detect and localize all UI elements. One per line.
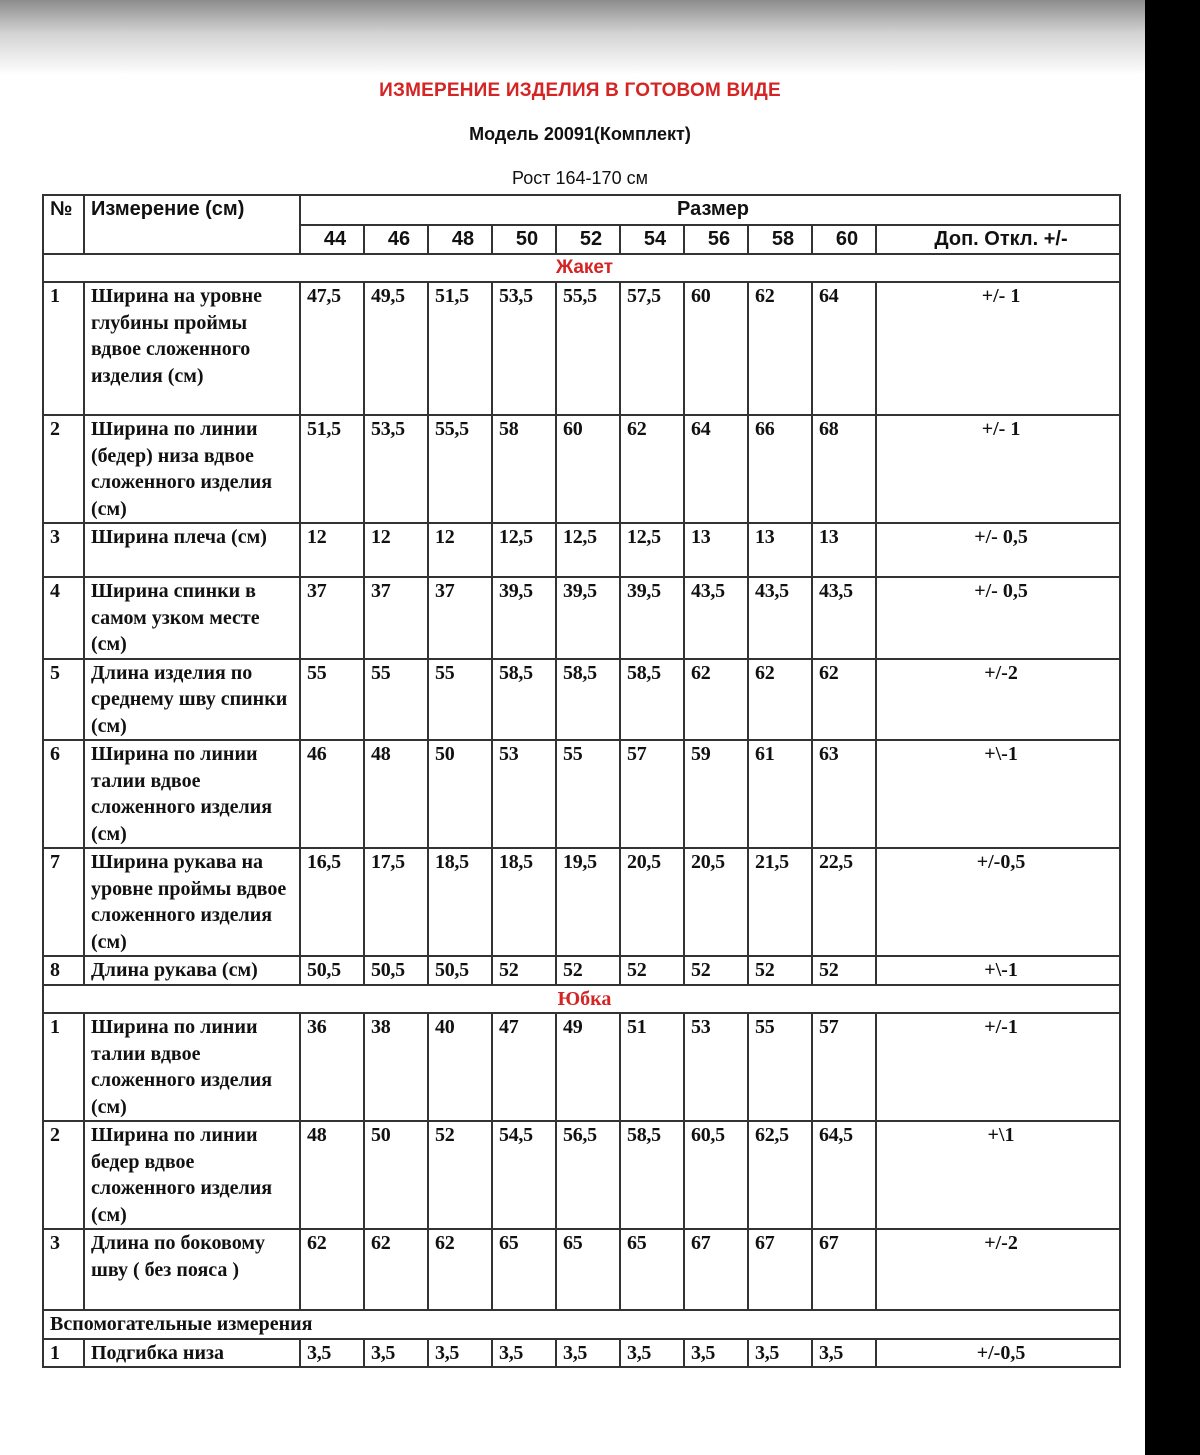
row-number: 2 bbox=[43, 1121, 84, 1229]
row-tolerance: +/- 0,5 bbox=[876, 523, 1120, 577]
row-value-size-52: 58,5 bbox=[556, 659, 620, 741]
row-value-size-60: 52 bbox=[812, 956, 876, 985]
row-value-size-44: 37 bbox=[300, 577, 364, 659]
row-value-size-44: 46 bbox=[300, 740, 364, 848]
row-value-size-52: 12,5 bbox=[556, 523, 620, 577]
row-value-size-46: 62 bbox=[364, 1229, 428, 1310]
row-value-size-52: 55,5 bbox=[556, 282, 620, 415]
row-value-size-44: 36 bbox=[300, 1013, 364, 1121]
row-value-size-54: 52 bbox=[620, 956, 684, 985]
row-value-size-44: 50,5 bbox=[300, 956, 364, 985]
row-tolerance: +/-2 bbox=[876, 659, 1120, 741]
row-measurement-name: Ширина спинки в самом узком месте (см) bbox=[84, 577, 300, 659]
row-value-size-50: 58,5 bbox=[492, 659, 556, 741]
row-value-size-46: 37 bbox=[364, 577, 428, 659]
row-number: 7 bbox=[43, 848, 84, 956]
header-size-54: 54 bbox=[620, 225, 684, 254]
row-value-size-54: 51 bbox=[620, 1013, 684, 1121]
row-value-size-58: 66 bbox=[748, 415, 812, 523]
row-value-size-50: 53,5 bbox=[492, 282, 556, 415]
row-value-size-58: 62,5 bbox=[748, 1121, 812, 1229]
row-number: 1 bbox=[43, 1013, 84, 1121]
header-size-52: 52 bbox=[556, 225, 620, 254]
row-value-size-52: 19,5 bbox=[556, 848, 620, 956]
row-tolerance: +/-0,5 bbox=[876, 1339, 1120, 1368]
section-title: Юбка bbox=[43, 985, 1120, 1014]
table-row bbox=[43, 282, 1120, 415]
row-value-size-52: 3,5 bbox=[556, 1339, 620, 1368]
row-value-size-60: 22,5 bbox=[812, 848, 876, 956]
row-number: 4 bbox=[43, 577, 84, 659]
row-value-size-60: 64 bbox=[812, 282, 876, 415]
row-value-size-48: 55,5 bbox=[428, 415, 492, 523]
height-label: Рост 164-170 см bbox=[512, 168, 648, 188]
row-value-size-48: 12 bbox=[428, 523, 492, 577]
row-value-size-50: 47 bbox=[492, 1013, 556, 1121]
row-value-size-52: 65 bbox=[556, 1229, 620, 1310]
row-value-size-54: 3,5 bbox=[620, 1339, 684, 1368]
section-title: Жакет bbox=[43, 254, 1120, 283]
row-value-size-56: 64 bbox=[684, 415, 748, 523]
row-value-size-56: 20,5 bbox=[684, 848, 748, 956]
row-value-size-44: 12 bbox=[300, 523, 364, 577]
row-number: 6 bbox=[43, 740, 84, 848]
header-size-58: 58 bbox=[748, 225, 812, 254]
row-value-size-50: 58 bbox=[492, 415, 556, 523]
row-value-size-50: 52 bbox=[492, 956, 556, 985]
row-value-size-60: 68 bbox=[812, 415, 876, 523]
row-number: 3 bbox=[43, 1229, 84, 1310]
row-value-size-56: 3,5 bbox=[684, 1339, 748, 1368]
row-value-size-52: 49 bbox=[556, 1013, 620, 1121]
row-measurement-name: Подгибка низа bbox=[84, 1339, 300, 1368]
row-value-size-60: 3,5 bbox=[812, 1339, 876, 1368]
row-value-size-48: 52 bbox=[428, 1121, 492, 1229]
table-row bbox=[43, 523, 1120, 577]
row-value-size-54: 57 bbox=[620, 740, 684, 848]
table-row bbox=[43, 1339, 1120, 1368]
header-size-50: 50 bbox=[492, 225, 556, 254]
row-value-size-58: 13 bbox=[748, 523, 812, 577]
row-measurement-name: Ширина на уровне глубины проймы вдвое сложенного изделия (см) bbox=[84, 282, 300, 415]
row-value-size-44: 47,5 bbox=[300, 282, 364, 415]
row-tolerance: +/-1 bbox=[876, 1013, 1120, 1121]
row-tolerance: +/- 0,5 bbox=[876, 577, 1120, 659]
header-size-44: 44 bbox=[300, 225, 364, 254]
row-measurement-name: Ширина плеча (см) bbox=[84, 523, 300, 577]
table-row bbox=[43, 848, 1120, 956]
table-row bbox=[43, 1013, 1120, 1121]
header-tolerance: Доп. Откл. +/- bbox=[876, 225, 1120, 254]
model-label: Модель 20091(Комплект) bbox=[469, 124, 691, 144]
row-tolerance: +/-2 bbox=[876, 1229, 1120, 1310]
row-value-size-50: 3,5 bbox=[492, 1339, 556, 1368]
row-value-size-54: 58,5 bbox=[620, 659, 684, 741]
table-row bbox=[43, 415, 1120, 523]
row-measurement-name: Длина рукава (см) bbox=[84, 956, 300, 985]
row-value-size-56: 67 bbox=[684, 1229, 748, 1310]
row-value-size-56: 60 bbox=[684, 282, 748, 415]
row-value-size-44: 3,5 bbox=[300, 1339, 364, 1368]
row-value-size-50: 18,5 bbox=[492, 848, 556, 956]
row-measurement-name: Длина изделия по среднему шву спинки (см) bbox=[84, 659, 300, 741]
row-value-size-58: 55 bbox=[748, 1013, 812, 1121]
row-value-size-44: 16,5 bbox=[300, 848, 364, 956]
table-row bbox=[43, 659, 1120, 741]
row-value-size-52: 52 bbox=[556, 956, 620, 985]
row-value-size-60: 43,5 bbox=[812, 577, 876, 659]
row-value-size-48: 55 bbox=[428, 659, 492, 741]
row-value-size-60: 13 bbox=[812, 523, 876, 577]
measurement-table bbox=[42, 194, 1121, 1368]
row-value-size-46: 53,5 bbox=[364, 415, 428, 523]
row-tolerance: +\-1 bbox=[876, 740, 1120, 848]
row-value-size-56: 52 bbox=[684, 956, 748, 985]
row-value-size-58: 62 bbox=[748, 659, 812, 741]
row-value-size-60: 63 bbox=[812, 740, 876, 848]
row-value-size-60: 57 bbox=[812, 1013, 876, 1121]
row-value-size-58: 67 bbox=[748, 1229, 812, 1310]
row-measurement-name: Ширина по линии бедер вдвое сложенного изделия (см) bbox=[84, 1121, 300, 1229]
row-measurement-name: Длина по боковому шву ( без пояса ) bbox=[84, 1229, 300, 1310]
row-value-size-52: 60 bbox=[556, 415, 620, 523]
row-value-size-54: 62 bbox=[620, 415, 684, 523]
row-number: 5 bbox=[43, 659, 84, 741]
auxiliary-section-row bbox=[43, 1310, 1120, 1339]
row-value-size-50: 12,5 bbox=[492, 523, 556, 577]
row-value-size-56: 62 bbox=[684, 659, 748, 741]
row-value-size-54: 57,5 bbox=[620, 282, 684, 415]
row-value-size-52: 56,5 bbox=[556, 1121, 620, 1229]
row-value-size-46: 38 bbox=[364, 1013, 428, 1121]
row-value-size-56: 59 bbox=[684, 740, 748, 848]
row-number: 8 bbox=[43, 956, 84, 985]
row-value-size-46: 3,5 bbox=[364, 1339, 428, 1368]
row-tolerance: +/-0,5 bbox=[876, 848, 1120, 956]
header-size-56: 56 bbox=[684, 225, 748, 254]
row-value-size-54: 12,5 bbox=[620, 523, 684, 577]
row-value-size-58: 52 bbox=[748, 956, 812, 985]
row-value-size-60: 64,5 bbox=[812, 1121, 876, 1229]
right-black-bar bbox=[1145, 0, 1200, 1455]
row-value-size-60: 62 bbox=[812, 659, 876, 741]
row-value-size-60: 67 bbox=[812, 1229, 876, 1310]
row-value-size-48: 50 bbox=[428, 740, 492, 848]
row-measurement-name: Ширина рукава на уровне проймы вдвое сложенного изделия (см) bbox=[84, 848, 300, 956]
row-value-size-48: 62 bbox=[428, 1229, 492, 1310]
row-value-size-54: 58,5 bbox=[620, 1121, 684, 1229]
row-value-size-54: 20,5 bbox=[620, 848, 684, 956]
row-value-size-56: 43,5 bbox=[684, 577, 748, 659]
row-tolerance: +\-1 bbox=[876, 956, 1120, 985]
row-value-size-48: 37 bbox=[428, 577, 492, 659]
row-value-size-54: 39,5 bbox=[620, 577, 684, 659]
row-value-size-46: 50,5 bbox=[364, 956, 428, 985]
row-value-size-50: 53 bbox=[492, 740, 556, 848]
header-size-46: 46 bbox=[364, 225, 428, 254]
row-value-size-48: 3,5 bbox=[428, 1339, 492, 1368]
table-row bbox=[43, 1229, 1120, 1310]
row-value-size-58: 61 bbox=[748, 740, 812, 848]
header-size-group: Размер bbox=[300, 195, 1120, 225]
row-value-size-48: 40 bbox=[428, 1013, 492, 1121]
row-tolerance: +/- 1 bbox=[876, 415, 1120, 523]
row-value-size-50: 39,5 bbox=[492, 577, 556, 659]
top-shadow bbox=[0, 0, 1200, 75]
auxiliary-title: Вспомогательные измерения bbox=[43, 1310, 1120, 1339]
row-value-size-52: 55 bbox=[556, 740, 620, 848]
table-row bbox=[43, 740, 1120, 848]
row-number: 1 bbox=[43, 282, 84, 415]
row-number: 1 bbox=[43, 1339, 84, 1368]
row-value-size-46: 50 bbox=[364, 1121, 428, 1229]
row-value-size-58: 43,5 bbox=[748, 577, 812, 659]
row-measurement-name: Ширина по линии (бедер) низа вдвое сложенного изделия (см) bbox=[84, 415, 300, 523]
row-value-size-46: 55 bbox=[364, 659, 428, 741]
row-value-size-50: 54,5 bbox=[492, 1121, 556, 1229]
table-row bbox=[43, 1121, 1120, 1229]
row-value-size-46: 48 bbox=[364, 740, 428, 848]
row-value-size-44: 62 bbox=[300, 1229, 364, 1310]
section-row bbox=[43, 254, 1120, 283]
row-value-size-44: 51,5 bbox=[300, 415, 364, 523]
row-value-size-48: 50,5 bbox=[428, 956, 492, 985]
row-value-size-46: 12 bbox=[364, 523, 428, 577]
row-value-size-48: 18,5 bbox=[428, 848, 492, 956]
row-value-size-58: 62 bbox=[748, 282, 812, 415]
table-row bbox=[43, 577, 1120, 659]
row-value-size-56: 60,5 bbox=[684, 1121, 748, 1229]
row-measurement-name: Ширина по линии талии вдвое сложенного изделия (см) bbox=[84, 1013, 300, 1121]
row-value-size-48: 51,5 bbox=[428, 282, 492, 415]
row-number: 3 bbox=[43, 523, 84, 577]
row-value-size-46: 49,5 bbox=[364, 282, 428, 415]
row-value-size-50: 65 bbox=[492, 1229, 556, 1310]
row-measurement-name: Ширина по линии талии вдвое сложенного изделия (см) bbox=[84, 740, 300, 848]
header-size-60: 60 bbox=[812, 225, 876, 254]
document-title: ИЗМЕРЕНИЕ ИЗДЕЛИЯ В ГОТОВОМ ВИДЕ bbox=[379, 80, 781, 101]
row-value-size-56: 13 bbox=[684, 523, 748, 577]
row-tolerance: +/- 1 bbox=[876, 282, 1120, 415]
header-measurement: Измерение (см) bbox=[84, 195, 300, 254]
header-size-48: 48 bbox=[428, 225, 492, 254]
row-tolerance: +\1 bbox=[876, 1121, 1120, 1229]
row-value-size-52: 39,5 bbox=[556, 577, 620, 659]
row-value-size-58: 3,5 bbox=[748, 1339, 812, 1368]
row-value-size-44: 55 bbox=[300, 659, 364, 741]
row-value-size-44: 48 bbox=[300, 1121, 364, 1229]
row-value-size-46: 17,5 bbox=[364, 848, 428, 956]
row-value-size-56: 53 bbox=[684, 1013, 748, 1121]
table-row bbox=[43, 956, 1120, 985]
row-number: 2 bbox=[43, 415, 84, 523]
row-value-size-58: 21,5 bbox=[748, 848, 812, 956]
row-value-size-54: 65 bbox=[620, 1229, 684, 1310]
header-num: № bbox=[43, 195, 84, 254]
section-row bbox=[43, 985, 1120, 1014]
